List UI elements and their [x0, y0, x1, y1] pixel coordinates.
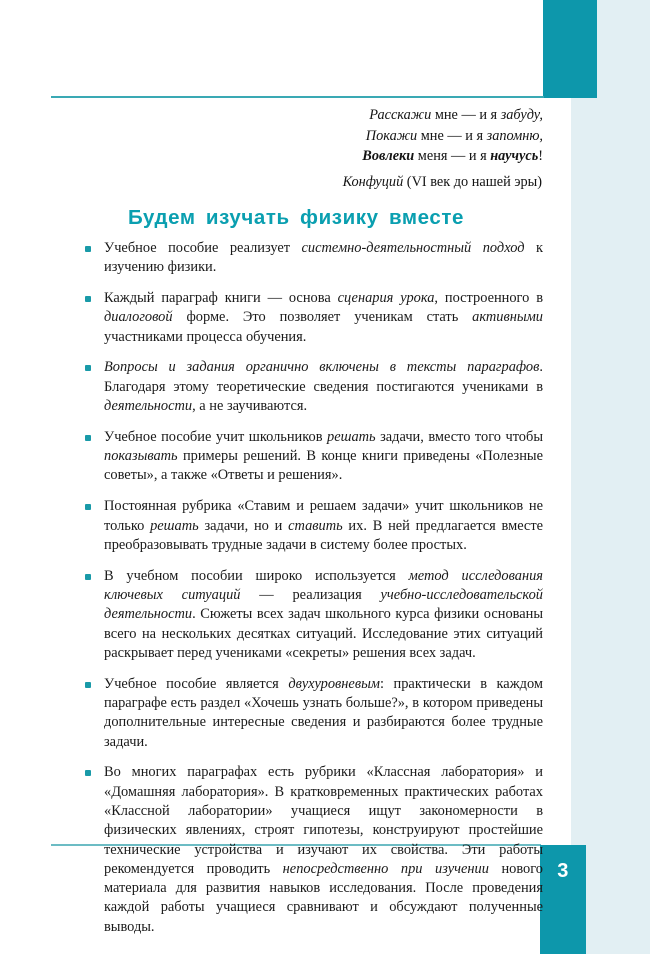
- emphasis-text: двухуровневым: [288, 675, 380, 692]
- body-text: Учебное пособие реализует: [104, 240, 302, 256]
- epigraph-line-1-end: забуду,: [500, 107, 543, 123]
- feature-list-item: [75, 675, 543, 752]
- page-title: Будем изучать физику вместе: [127, 206, 465, 229]
- epigraph-line-3-mid: меня — и я: [414, 148, 491, 164]
- emphasis-text: показывать: [104, 448, 178, 465]
- body-text: . Благодаря этому теоретические сведения постигаются учениками в: [104, 359, 543, 395]
- emphasis-text: учебно-исследовательской деятельности: [104, 586, 543, 623]
- body-text: , а не заучиваются.: [192, 398, 308, 415]
- page-number: 3: [540, 845, 586, 954]
- epigraph-attribution: [75, 172, 543, 193]
- feature-list-item: [75, 239, 543, 278]
- body-text: участниками процесса обучения.: [104, 328, 307, 345]
- body-text: Учебное пособие является: [104, 675, 289, 692]
- emphasis-text: непосредственно при изучении: [282, 860, 489, 877]
- epigraph-line-3-emphasis: Вовлеки: [362, 148, 415, 164]
- epigraph-line-1-emphasis: Расскажи: [369, 107, 432, 123]
- body-text: , построенного в: [434, 290, 543, 307]
- body-text: задачи, но и: [198, 517, 289, 534]
- emphasis-text: Вопросы и задания органично включены в тексты параграфов: [104, 359, 540, 376]
- epigraph-line-2-end: запомню,: [486, 127, 543, 144]
- emphasis-text: решать: [327, 428, 376, 445]
- header-rule: [51, 96, 544, 98]
- body-text: — реализация: [240, 586, 381, 603]
- body-text: Учебное пособие учит школьников: [104, 428, 328, 445]
- feature-list-item: [75, 358, 543, 416]
- body-text: . Сюжеты всех задач школьного курса физики основаны всего на нескольких десятках ситуаций. Исследование этих ситуаций раскрывает перед учениками «секреты» решения всех задач.: [104, 606, 543, 661]
- body-text: : практически в каждом параграфе есть раздел «Хочешь узнать больше?», в котором приведены дополнительные интересные сведения и разбираются более трудные задачи.: [104, 675, 543, 750]
- emphasis-text: решать: [150, 517, 199, 534]
- emphasis-text: системно-деятельностный подход: [301, 240, 525, 256]
- epigraph-line-3-punct: !: [538, 148, 543, 164]
- feature-list-item: [75, 567, 543, 663]
- body-text: задачи, вместо того чтобы: [375, 428, 543, 445]
- emphasis-text: диалоговой: [104, 309, 173, 326]
- body-text: Во многих параграфах есть рубрики «Классная лаборатория» и «Домашняя лаборатория». В кратковременных практических работах «Классной лаборатории» учащиеся ищут закономерности в физических явлениях, строят гипотезы, конструируют простейшие технические устройства и изучают их свойства. Эти работы рекомендуется проводить: [104, 764, 543, 877]
- body-text: В учебном пособии широко используется: [104, 567, 409, 584]
- body-text: примеры решений. В конце книги приведены «Полезные советы», а также «Ответы и решения».: [104, 448, 543, 484]
- decorative-corner-block-top: [543, 0, 597, 98]
- content-column: [75, 105, 543, 949]
- body-text: Постоянная рубрика «Ставим и решаем задачи» учит школьников не только: [104, 498, 543, 534]
- feature-list-item: [75, 763, 543, 937]
- epigraph-line-1-mid: мне — и я: [431, 107, 501, 123]
- epigraph: [75, 105, 543, 192]
- feature-list-item: [75, 289, 543, 347]
- body-text: их. В ней предлагается вместе преобразовывать трудные задачи в систему более простых.: [104, 517, 543, 553]
- epigraph-line-2-emphasis: Покажи: [365, 127, 418, 144]
- emphasis-text: сценария урока: [337, 290, 435, 307]
- emphasis-text: деятельности: [104, 398, 193, 415]
- epigraph-attribution-name: Конфуций: [342, 173, 404, 190]
- emphasis-text: ставить: [288, 517, 343, 534]
- epigraph-line-3-end: научусь: [490, 148, 539, 164]
- epigraph-attribution-rest: (VI век до нашей эры): [403, 173, 542, 190]
- feature-list-item: [75, 428, 543, 486]
- epigraph-line-2: [75, 126, 543, 147]
- emphasis-text: метод исследования ключевых ситуаций: [104, 567, 543, 603]
- epigraph-line-3: [75, 146, 543, 167]
- body-text: форме. Это позволяет ученикам стать: [172, 309, 473, 326]
- epigraph-line-2-mid: мне — и я: [417, 127, 487, 144]
- body-text: нового материала для развития навыков исследования. После проведения каждой работы учащиеся сравнивают и обсуждают полученные выводы.: [104, 860, 543, 935]
- feature-list: [75, 239, 543, 937]
- emphasis-text: активными: [472, 309, 543, 326]
- body-text: Каждый параграф книги — основа: [104, 290, 338, 307]
- epigraph-line-1: [75, 105, 543, 126]
- decorative-side-band: [571, 0, 650, 954]
- feature-list-item: [75, 497, 543, 555]
- body-text: к изучению физики.: [104, 240, 543, 276]
